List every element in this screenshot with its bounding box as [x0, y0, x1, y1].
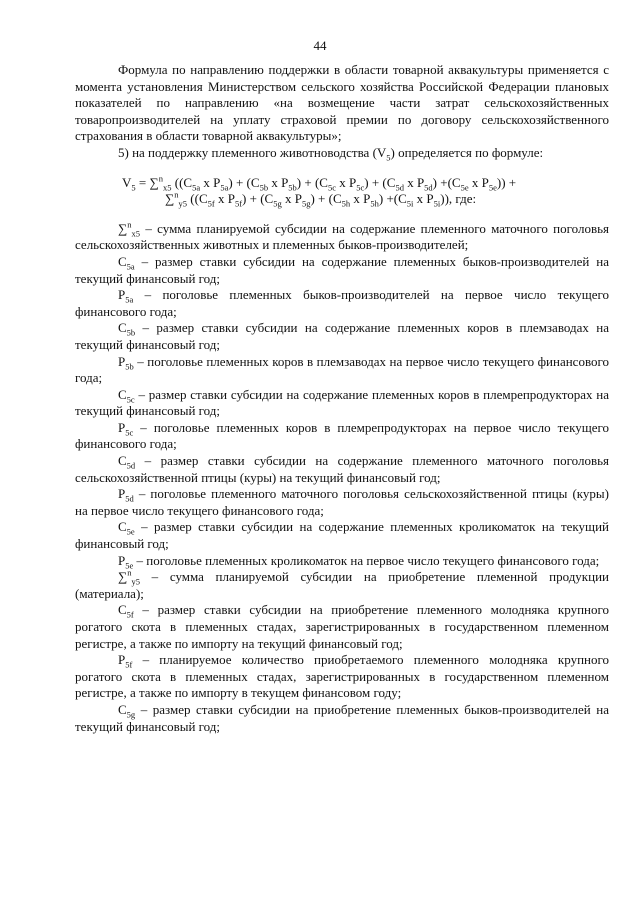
- formula-symbol-run: 5a: [192, 182, 201, 193]
- definition-symbol-run: C: [118, 519, 127, 535]
- definition-text: – сумма планируемой субсидии на содержание племенного маточного поголовья сельскохозяйственных животных и племенных быков-производителей;: [75, 220, 609, 253]
- formula-symbol-run: ) +(C: [432, 174, 461, 190]
- formula-symbol-run: 5a: [220, 182, 229, 193]
- formula-line-2: [75, 191, 609, 208]
- definition-symbol-run: P: [118, 287, 126, 303]
- definition-symbol-run: 5d: [126, 460, 136, 471]
- formula-symbol-run: = ∑: [135, 174, 159, 190]
- definition-text: – размер ставки субсидии на содержание племенного маточного поголовья сельскохозяйственной птицы (куры) на текущий финансовый год;: [75, 453, 609, 485]
- formula-symbol-run: y5: [178, 198, 188, 209]
- definition-symbol: [118, 353, 134, 372]
- definition-symbol-run: C: [118, 253, 127, 269]
- formula-symbol-run: x P: [413, 191, 434, 207]
- formula-symbol-run: ((C: [171, 174, 193, 190]
- definition-item: [75, 652, 609, 702]
- definition-item: [75, 702, 609, 735]
- definition-text: – размер ставки субсидии на содержание племенных коров в племзаводах на текущий финансовый год;: [75, 320, 609, 352]
- item-5-text-end: ) определяется по формуле:: [390, 144, 544, 160]
- definition-symbol-run: P: [118, 652, 126, 668]
- formula-symbol-run: x P: [268, 174, 289, 190]
- definitions-list: [75, 221, 609, 735]
- formula-symbol-run: )) +: [496, 174, 517, 190]
- definition-item: [75, 254, 609, 287]
- definition-text: – поголовье племенных коров в племрепродукторах на первое число текущего финансового года;: [75, 419, 609, 452]
- formula-symbol-run: 5h: [370, 198, 379, 209]
- formula-symbol-run: n: [158, 173, 163, 184]
- definition-symbol-run: x5: [131, 228, 141, 239]
- definition-symbol-run: 5a: [126, 261, 135, 272]
- definition-item: [75, 519, 609, 552]
- definition-symbol-run: C: [118, 453, 127, 469]
- definition-item: [75, 387, 609, 420]
- definition-symbol-run: 5b: [126, 327, 136, 338]
- formula-symbol-run: x P: [281, 191, 302, 207]
- intro-paragraph: Формула по направлению поддержки в области товарной аквакультуры применяется с момента установления Министерством сельского хозяйства Российской Федерации плановых показателей по направлению «на возмещение части затрат сельскохозяйственных товаропроизводителей на уплату страховой премии по договору сельскохозяйственного страхования в области товарной аквакультуры»;: [75, 62, 609, 144]
- formula-symbol-run: 5g: [301, 198, 311, 209]
- definition-item: [75, 453, 609, 486]
- formula-symbol-run: 5e: [488, 182, 497, 193]
- formula-symbol-run: ∑: [165, 191, 175, 207]
- formula-symbol-run: 5b: [288, 182, 297, 193]
- item-5-subscript: 5: [386, 152, 391, 163]
- formula-symbol-run: 5h: [341, 198, 351, 209]
- definition-text: – размер ставки субсидии на содержание племенных коров в племрепродукторах на текущий финансовый год;: [75, 386, 609, 419]
- definition-text: – поголовье племенного маточного поголовья сельскохозяйственной птицы (куры) на первое число текущего финансового года;: [75, 486, 609, 518]
- definition-symbol-run: ∑: [118, 569, 128, 585]
- formula-symbol-run: 5i: [433, 198, 441, 209]
- definition-symbol: [118, 419, 134, 438]
- formula-symbol-run: x P: [403, 174, 425, 190]
- item-5-text-start: 5) на поддержку племенного животноводства (V: [118, 144, 387, 160]
- formula-symbol-run: ) + (C: [242, 191, 274, 207]
- definition-symbol: [118, 320, 136, 338]
- formula-symbol-run: ((C: [187, 191, 208, 207]
- definition-text: – поголовье племенных быков-производителей на первое число текущего финансового года;: [75, 287, 609, 319]
- formula-symbol-run: )), где:: [440, 191, 477, 207]
- definition-symbol: [118, 552, 134, 571]
- formula-symbol-run: ) + (C: [228, 174, 260, 190]
- definition-text: – размер ставки субсидии на приобретение племенного молодняка крупного рогатого скота в племенных стадах, зарегистрированных в государственном племенном регистре, а также по импорту на текущий финансовый год;: [75, 602, 609, 651]
- definition-text: – сумма планируемой субсидии на приобретение племенной продукции (материала);: [75, 569, 609, 601]
- definition-text: – поголовье племенных кроликоматок на первое число текущего финансового года;: [133, 552, 600, 568]
- formula-symbol-run: x P: [350, 191, 371, 207]
- definition-item: [75, 602, 609, 652]
- definition-symbol-run: 5c: [125, 427, 134, 438]
- definition-symbol-run: y5: [131, 576, 141, 587]
- definition-symbol: [118, 701, 136, 720]
- formula-symbol-run: 5b: [259, 182, 269, 193]
- definition-symbol: [118, 486, 134, 504]
- document-body: [75, 62, 609, 735]
- definition-symbol-run: 5e: [125, 560, 134, 571]
- definition-symbol: [118, 386, 135, 405]
- definition-item: [75, 486, 609, 519]
- definition-symbol-run: ∑: [118, 220, 128, 236]
- definition-text: – размер ставки субсидии на приобретение племенных быков-производителей на текущий финансовый год;: [75, 701, 609, 734]
- formula-symbol-run: 5d: [395, 182, 404, 193]
- definition-symbol: [118, 253, 135, 272]
- formula-symbol-run: ) + (C: [310, 191, 342, 207]
- definition-symbol-run: 5b: [125, 361, 134, 372]
- definition-symbol-run: 5d: [125, 493, 134, 504]
- definition-item: [75, 354, 609, 387]
- definition-symbol-run: P: [118, 486, 126, 502]
- definition-symbol-run: 5a: [125, 294, 134, 305]
- definition-item: [75, 320, 609, 353]
- formula-symbol-run: ) +(C: [378, 191, 407, 207]
- formula-symbol-run: 5g: [273, 198, 282, 209]
- definition-symbol-run: C: [118, 701, 127, 717]
- definition-symbol-run: C: [118, 386, 127, 402]
- formula-symbol-run: x5: [163, 182, 172, 193]
- definition-symbol-run: P: [118, 353, 126, 369]
- formula-symbol-run: x P: [214, 191, 235, 207]
- formula-symbol-run: 5f: [234, 198, 243, 209]
- definition-symbol: [118, 519, 135, 538]
- definition-item: [75, 221, 609, 254]
- formula-symbol-run: 5c: [327, 182, 336, 193]
- formula-symbol-run: V: [122, 174, 132, 190]
- definition-text: – размер ставки субсидии на содержание племенных быков-производителей на текущий финансовый год;: [75, 253, 609, 286]
- definition-text: – размер ставки субсидии на содержание племенных кроликоматок на текущий финансовый год;: [75, 519, 609, 552]
- definition-symbol: [118, 453, 136, 471]
- definition-symbol: [118, 602, 134, 620]
- definition-symbol-run: 5f: [126, 610, 134, 620]
- formula-symbol-run: ) + (C: [364, 174, 396, 190]
- definition-item: [75, 569, 609, 602]
- definition-symbol: [118, 219, 141, 239]
- definition-symbol-run: 5c: [126, 394, 135, 405]
- definition-symbol-run: 5g: [126, 709, 136, 720]
- definition-text: – поголовье племенных коров в племзаводах на первое число текущего финансового года;: [75, 353, 609, 386]
- definition-symbol-run: 5f: [125, 659, 133, 670]
- definition-item: [75, 553, 609, 570]
- definition-symbol-run: P: [118, 419, 126, 435]
- definition-symbol: [118, 652, 133, 670]
- definition-symbol-run: n: [127, 219, 132, 230]
- page-number: 44: [313, 38, 327, 53]
- formula-symbol-run: 5e: [460, 182, 469, 193]
- definition-symbol-run: 5e: [126, 527, 135, 538]
- formula-symbol-run: 5d: [424, 182, 433, 193]
- formula-line-1: [75, 175, 609, 192]
- definition-text: – планируемое количество приобретаемого племенного молодняка крупного рогатого скота в племенных стадах, зарегистрированных в государственном племенном регистре, а также по импорту в текущем финансовом году;: [75, 652, 609, 701]
- formula-symbol-run: 5: [131, 182, 136, 193]
- formula-symbol-run: 5i: [406, 198, 414, 209]
- definition-symbol-run: n: [127, 567, 132, 578]
- definition-item: [75, 420, 609, 453]
- formula-symbol-run: 5c: [356, 182, 365, 193]
- definition-symbol-run: C: [118, 320, 127, 336]
- definition-symbol: [118, 287, 134, 305]
- item-5-paragraph: [75, 145, 609, 162]
- formula-symbol-run: n: [174, 189, 179, 200]
- formula-symbol-run: 5f: [207, 198, 215, 209]
- definition-symbol-run: C: [118, 602, 127, 618]
- formula-symbol-run: x P: [468, 174, 489, 190]
- formula-symbol-run: ) + (C: [296, 174, 328, 190]
- formula-symbol-run: x P: [200, 174, 221, 190]
- definition-item: [75, 287, 609, 320]
- definition-symbol: [118, 567, 141, 587]
- definition-symbol-run: P: [118, 552, 126, 568]
- formula-symbol-run: x P: [336, 174, 357, 190]
